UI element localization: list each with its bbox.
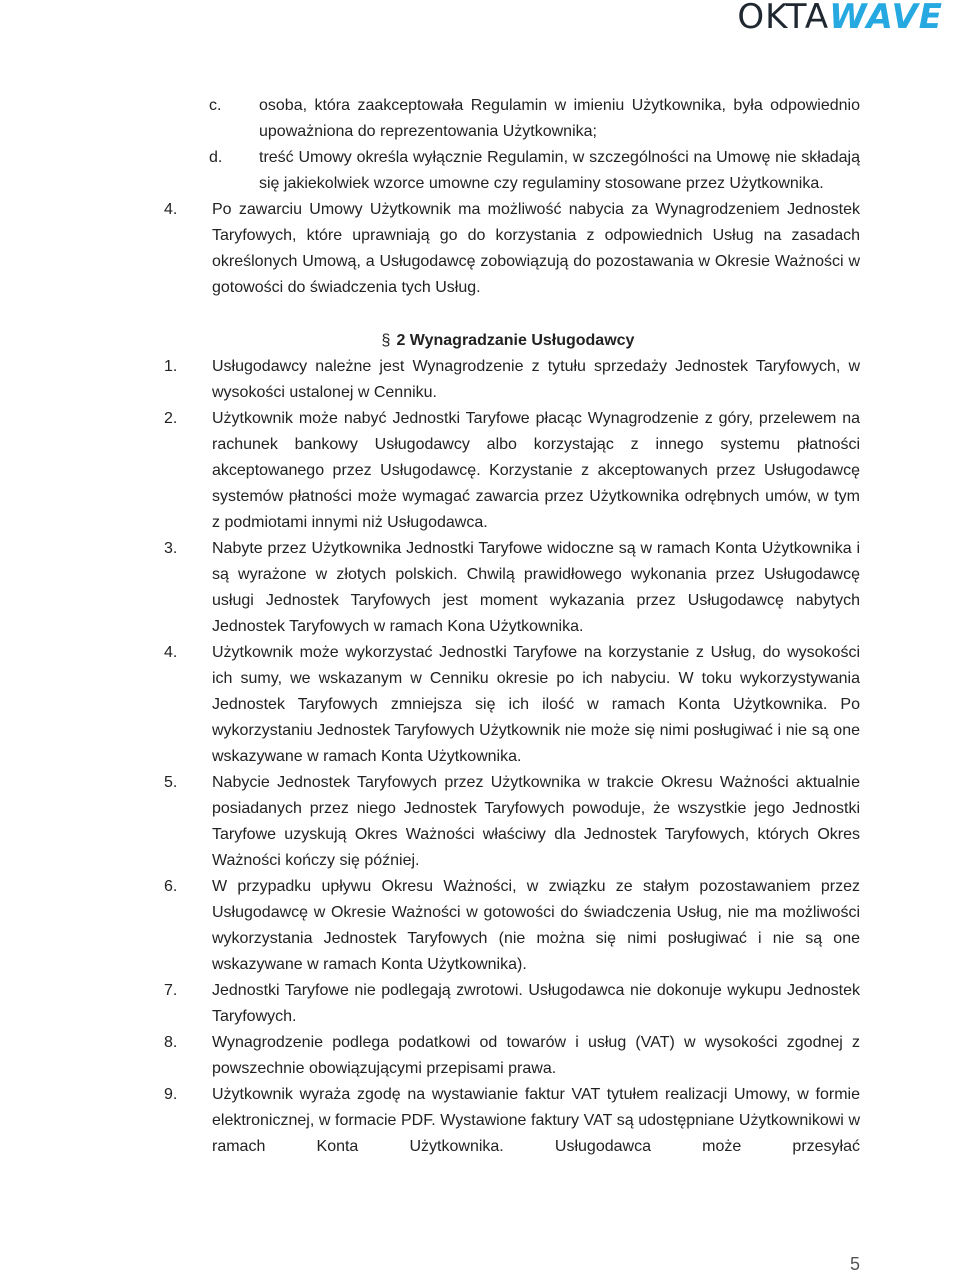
list-item-text: Użytkownik może wykorzystać Jednostki Taryfowe na korzystanie z Usług, do wysokości ich sumy, we wskazanym w Cenniku okresie po ich nabyciu. W toku wykorzystywania Jednostek Taryfowych zmniejsza się ich ilość w ramach Konta Użytkownika. Po wykorzystaniu Jednostek Taryfowych Użytkownik nie może się nimi posługiwać i nie są one wskazywane w ramach Konta Użytkownika. [212, 644, 860, 765]
list-item [164, 770, 860, 874]
list-item [164, 406, 860, 536]
document-body [0, 93, 960, 1160]
logo-text-wave: WAVE [829, 0, 943, 37]
page-number: 5 [849, 1254, 860, 1274]
list-item [164, 354, 860, 406]
list-marker: 6. [164, 878, 178, 895]
list-item-text: Usługodawcy należne jest Wynagrodzenie z tytułu sprzedaży Jednostek Taryfowych, w wysokości ustalonej w Cenniku. [212, 358, 860, 401]
list-item-text: Po zawarciu Umowy Użytkownik ma możliwość nabycia za Wynagrodzeniem Jednostek Taryfowych, które uprawniają go do korzystania z odpowiednich Usług na zasadach określonych Umową, a Usługodawcę zobowiązują do pozostawania w Okresie Ważności w gotowości do świadczenia tych Usług. [212, 201, 860, 296]
list-item-text: treść Umowy określa wyłącznie Regulamin, w szczególności na Umowę nie składają się jakiekolwiek wzorce umowne czy regulaminy stosowane przez Użytkownika. [259, 149, 860, 192]
section-symbol: § [381, 332, 391, 349]
list-item [164, 978, 860, 1030]
list-item-text: Nabycie Jednostek Taryfowych przez Użytkownika w trakcie Okresu Ważności aktualnie posiadanych przez niego Jednostek Taryfowych powoduje, że wszystkie jego Jednostki Taryfowe uzyskują Okres Ważności właściwy dla Jednostek Taryfowych, których Okres Ważności kończy się później. [212, 774, 860, 869]
list-marker: 5. [164, 774, 178, 791]
list-marker: 2. [164, 410, 178, 427]
list-item-text: Użytkownik może nabyć Jednostki Taryfowe płacąc Wynagrodzenie z góry, przelewem na rachunek bankowy Usługodawcy albo korzystając z innego systemu płatności akceptowanego przez Usługodawcę. Korzystanie z akceptowanych przez Usługodawcę systemów płatności może wymagać zawarcia przez Użytkownika odrębnych umów, w tym z podmiotami innymi niż Usługodawca. [212, 410, 860, 531]
list-item-text: Nabyte przez Użytkownika Jednostki Taryfowe widoczne są w ramach Konta Użytkownika i są wyrażone w złotych polskich. Chwilą prawidłowego wykonania przez Usługodawcę usługi Jednostek Taryfowych jest moment wykazania przez Usługodawcę nabytych Jednostek Taryfowych w ramach Kona Użytkownika. [212, 540, 860, 635]
list-marker: 3. [164, 540, 178, 557]
section-title: 2 Wynagradzanie Usługodawcy [396, 332, 635, 349]
list-item [164, 640, 860, 770]
section-heading [0, 328, 960, 354]
list-item-text: Użytkownik wyraża zgodę na wystawianie faktur VAT tytułem realizacji Umowy, w formie elektronicznej, w formacie PDF. Wystawione faktury VAT są udostępniane Użytkownikowi w ramach Konta Użytkownika. Usługodawca może przesyłać [212, 1086, 860, 1155]
list-marker: 4. [164, 201, 178, 218]
list-item-text: osoba, która zaakceptowała Regulamin w imieniu Użytkownika, była odpowiednio upoważniona do reprezentowania Użytkownika; [259, 97, 860, 140]
list-item-text: W przypadku upływu Okresu Ważności, w związku ze stałym pozostawaniem przez Usługodawcę w Okresie Ważności w gotowości do świadczenia Usług, nie ma możliwości wykorzystania Jednostek Taryfowych (nie można się nimi posługiwać i nie są one wskazywane w ramach Konta Użytkownika). [212, 878, 860, 973]
logo-text-okta: OKTA [737, 0, 830, 37]
list-item [209, 145, 860, 197]
list-marker: 9. [164, 1086, 178, 1103]
list-marker: d. [209, 149, 223, 166]
list-item-text: Jednostki Taryfowe nie podlegają zwrotowi. Usługodawca nie dokonuje wykupu Jednostek Taryfowych. [212, 982, 860, 1025]
list-marker: 4. [164, 644, 178, 661]
list-item [164, 874, 860, 978]
list-item [164, 1082, 860, 1160]
list-marker: 7. [164, 982, 178, 999]
list-item [164, 536, 860, 640]
oktawave-logo [737, 0, 943, 37]
list-marker: c. [209, 97, 222, 114]
list-marker: 8. [164, 1034, 178, 1051]
list-item-text: Wynagrodzenie podlega podatkowi od towarów i usług (VAT) w wysokości zgodnej z powszechnie obowiązującymi przepisami prawa. [212, 1034, 860, 1077]
list-item [209, 93, 860, 145]
list-item [164, 197, 860, 301]
list-marker: 1. [164, 358, 178, 375]
list-item [164, 1030, 860, 1082]
